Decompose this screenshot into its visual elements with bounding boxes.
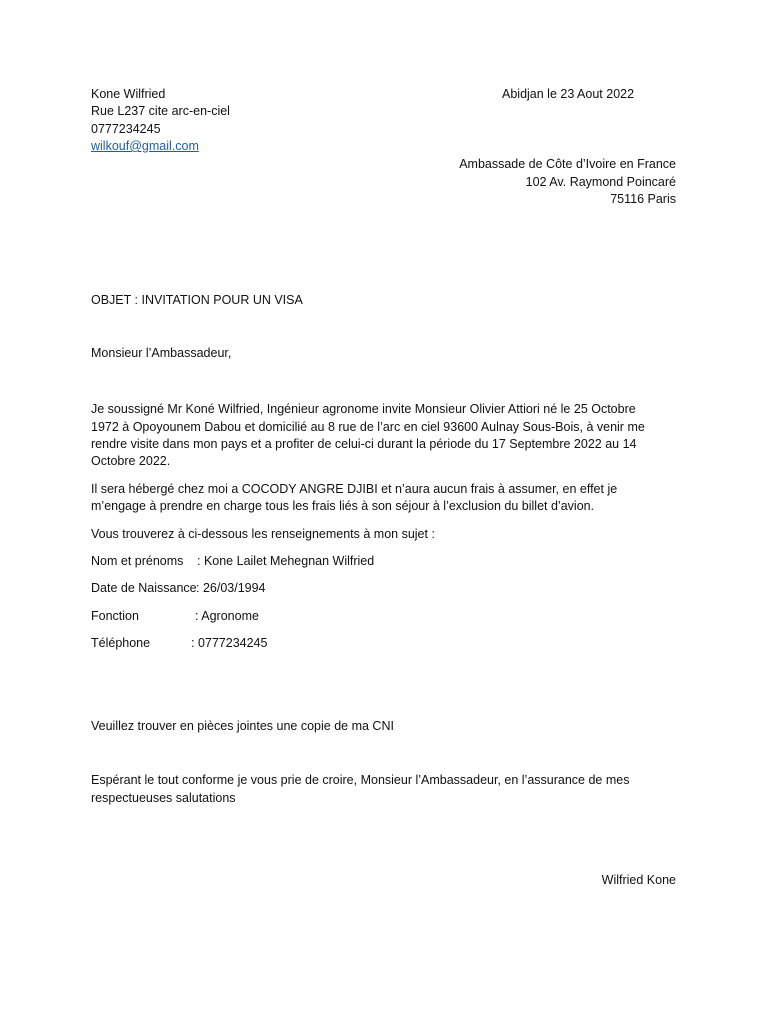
sender-name: Kone Wilfried: [91, 87, 166, 101]
detail-value-phone: : 0777234245: [191, 636, 268, 650]
sender-address: Rue L237 cite arc-en-ciel: [91, 104, 230, 118]
sender-email-link[interactable]: wilkouf@gmail.com: [91, 139, 199, 153]
detail-label-birthdate: Date de Naissance: [91, 581, 197, 595]
details-intro: Vous trouverez à ci-dessous les renseignements à mon sujet :: [91, 527, 435, 541]
detail-row-phone: [91, 635, 267, 652]
detail-value-function: : Agronome: [195, 609, 259, 623]
para2-line-2: m’engage à prendre en charge tous les frais liés à son séjour à l’exclusion du billet d’avion.: [91, 499, 595, 513]
sender-phone: 0777234245: [91, 122, 161, 136]
letter-date: Abidjan le 23 Aout 2022: [502, 87, 635, 101]
para1-line-4: Octobre 2022.: [91, 454, 171, 468]
closing-line-1: Espérant le tout conforme je vous prie de croire, Monsieur l’Ambassadeur, en l’assurance de mes: [91, 773, 630, 787]
detail-label-name: Nom et prénoms: [91, 554, 184, 568]
detail-row-function: [91, 608, 259, 625]
detail-label-phone: Téléphone: [91, 636, 151, 650]
detail-row-birthdate: [91, 580, 266, 597]
letter-subject: OBJET : INVITATION POUR UN VISA: [91, 293, 303, 307]
recipient-line-2: 102 Av. Raymond Poincaré: [525, 175, 676, 189]
para1-line-3: rendre visite dans mon pays et a profiter de celui-ci durant la période du 17 Septembre 2022 au 14: [91, 437, 637, 451]
recipient-line-1: Ambassade de Côte d’Ivoire en France: [459, 157, 676, 171]
attachment-note: Veuillez trouver en pièces jointes une copie de ma CNI: [91, 719, 394, 733]
para1-line-2: 1972 à Opoyounem Dabou et domicilié au 8 rue de l’arc en ciel 93600 Aulnay Sous-Bois, à venir me: [91, 420, 645, 434]
closing-line-2: respectueuses salutations: [91, 791, 236, 805]
detail-value-name: : Kone Lailet Mehegnan Wilfried: [197, 554, 375, 568]
signature-name: Wilfried Kone: [601, 873, 676, 887]
detail-row-name: [91, 553, 374, 570]
detail-label-function: Fonction: [91, 609, 139, 623]
detail-value-birthdate: : 26/03/1994: [196, 581, 266, 595]
letter-salutation: Monsieur l’Ambassadeur,: [91, 346, 232, 360]
para1-line-1: Je soussigné Mr Koné Wilfried, Ingénieur agronome invite Monsieur Olivier Attiori né le 25 Octobre: [91, 402, 636, 416]
para2-line-1: Il sera hébergé chez moi a COCODY ANGRE DJIBI et n’aura aucun frais à assumer, en effet je: [91, 482, 618, 496]
recipient-line-3: 75116 Paris: [610, 192, 676, 206]
